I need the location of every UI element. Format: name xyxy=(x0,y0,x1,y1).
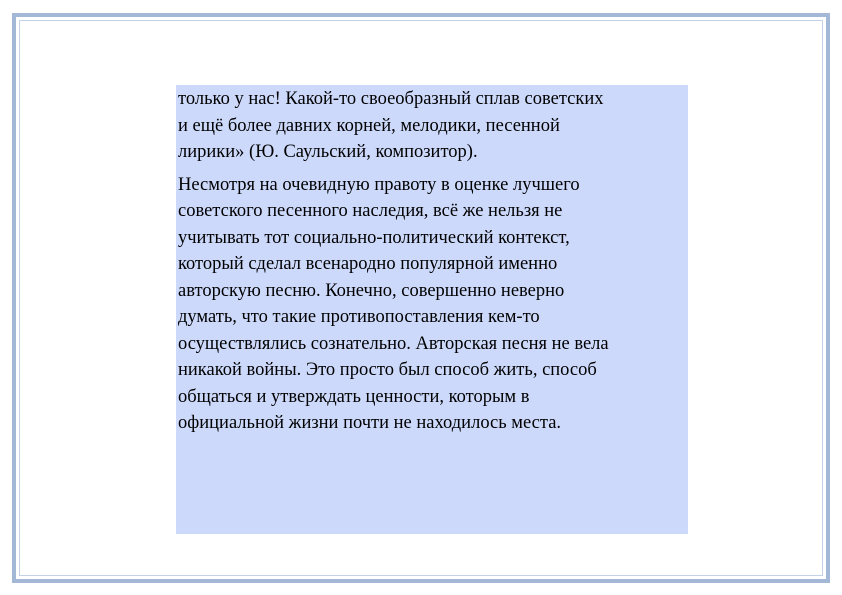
text-line: осуществлялись сознательно. Авторская песня не вела xyxy=(178,333,609,354)
text-line: авторскую песню. Конечно, совершенно неверно xyxy=(178,280,565,301)
text-line: Несмотря на очевидную правоту в оценке лучшего xyxy=(178,174,580,195)
text-line: лирики» (Ю. Саульский, композитор). xyxy=(178,142,478,162)
text-box xyxy=(176,85,688,534)
text-line: учитывать тот социально-политический контекст, xyxy=(178,227,570,248)
text-line: общаться и утверждать ценности, которым в xyxy=(178,386,530,407)
text-line: никакой войны. Это просто был способ жить, способ xyxy=(178,360,597,380)
text-line: официальной жизни почти не находилось места. xyxy=(178,413,562,433)
text-line: и ещё более давних корней, мелодики, песенной xyxy=(178,115,560,136)
paragraph-1 xyxy=(178,86,688,166)
text-line: только у нас! Какой-то своеобразный сплав советских xyxy=(178,89,604,109)
text-line: советского песенного наследия, всё же нельзя не xyxy=(178,201,563,221)
text-line: который сделал всенародно популярной именно xyxy=(178,254,558,274)
paragraph-2 xyxy=(178,172,688,437)
text-line: думать, что такие противопоставления кем-то xyxy=(178,307,540,327)
